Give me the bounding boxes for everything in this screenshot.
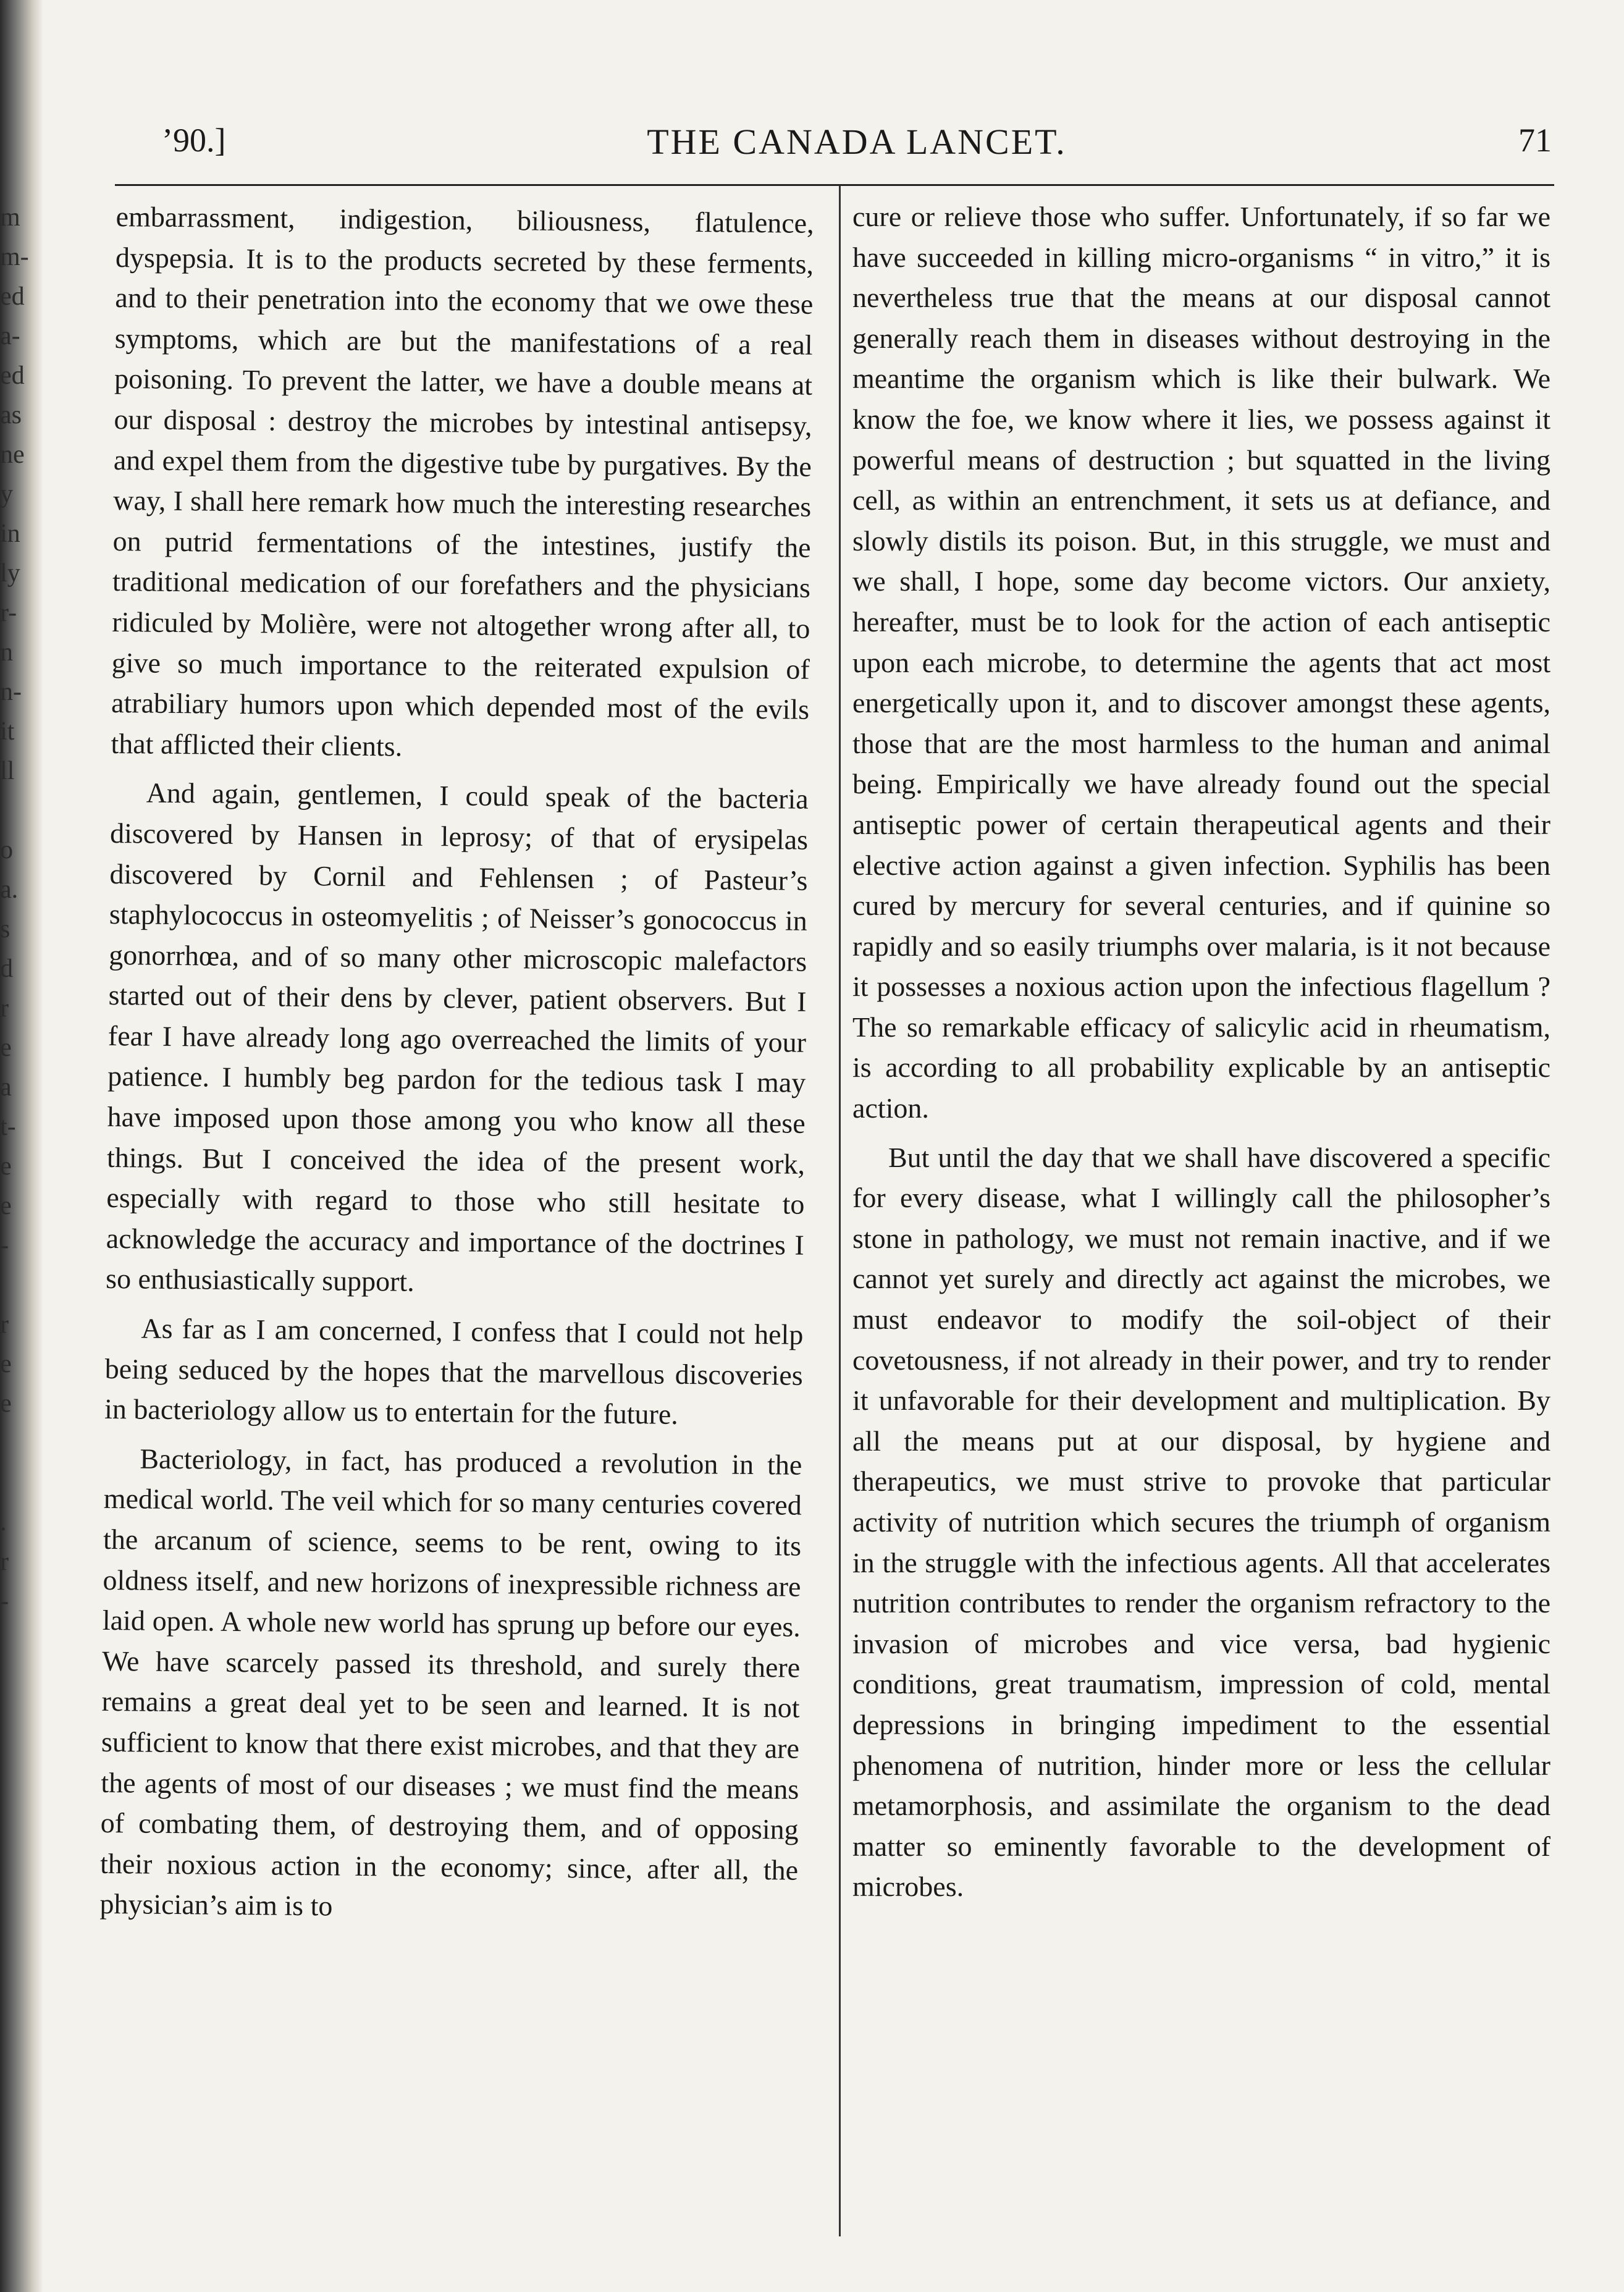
header-rule — [115, 184, 1554, 186]
margin-fragment: . — [0, 1508, 7, 1536]
margin-fragment: r — [0, 1310, 9, 1339]
margin-fragment: it — [0, 717, 15, 746]
margin-fragment: n — [0, 638, 13, 667]
margin-fragment: e — [0, 1192, 12, 1220]
margin-fragment: ed — [0, 282, 25, 311]
margin-fragment — [0, 1463, 38, 1502]
left-column — [99, 196, 814, 1931]
margin-fragment: t- — [0, 1113, 16, 1141]
header-year: ’90.] — [162, 122, 226, 159]
margin-fragment: d — [0, 954, 13, 983]
margin-fragment: a. — [0, 875, 19, 904]
margin-fragment: o — [0, 836, 13, 864]
margin-fragment: as — [0, 401, 22, 429]
column-divider — [839, 185, 841, 2236]
margin-fragment: n- — [0, 678, 22, 706]
margin-fragment — [0, 1265, 38, 1305]
margin-fragment: ne — [0, 440, 25, 469]
margin-fragment — [0, 791, 38, 830]
page-number: 71 — [1518, 122, 1552, 159]
margin-fragment: m- — [0, 243, 29, 271]
paragraph: embarrassment, indigestion, biliousness, flatulence, dyspepsia. It is to the products secreted by these ferments, and to their penetration into the economy that we owe these symptoms, which are but the manifestations of a real poisoning. To prevent the latter, we have a double means at our disposal : destroy the microbes by intestinal antisepsy, and expel them from the digestive tube by purgatives. By the way, I shall here remark how much the interesting researches on putrid fermentations of the intestines, justify the traditional medication of our forefathers and the physicians ridiculed by Molière, were not altogether wrong after all, to give so much importance to the reiterated expulsion of atrabiliary humors upon which depended most of the evils that afflicted their clients. — [111, 200, 814, 762]
margin-fragment: in — [0, 520, 20, 548]
margin-fragment: a- — [0, 322, 20, 350]
margin-fragment: e — [0, 1350, 12, 1378]
margin-fragment: r — [0, 1548, 9, 1576]
page-header — [162, 121, 1552, 183]
margin-fragment: - — [0, 1231, 9, 1260]
margin-fragment: e — [0, 1152, 12, 1181]
margin-fragment: ll — [0, 757, 15, 785]
journal-title: THE CANADA LANCET. — [647, 122, 1067, 162]
margin-fragment: a — [0, 1073, 12, 1102]
margin-fragment — [0, 1423, 38, 1463]
paragraph: And again, gentlemen, I could speak of the bacteria discovered by Hansen in leprosy; of that of erysipelas discovered by Cornil and Fehlensen ; of Pasteur’s staphylococcus in osteomyelitis ; of Neisser’s gonococcus in gonorrhœa, and of so many other microscopic malefactors started out of their dens by clever, patient observers. But I fear I have already long ago overreached the limits of your patience. I humbly beg pardon for the tedious task I may have imposed upon those among you who know all these things. But I conceived the idea of the present work, especially with regard to those who still hesitate to acknowledge the accuracy and importance of the doctrines I so enthusiastically support. — [105, 777, 809, 1298]
margin-fragment: e — [0, 1389, 12, 1418]
paragraph: As far as I am concerned, I confess that I could not help being seduced by the hopes that the marvellous discoveries in bacteriology allow us to entertain for the future. — [104, 1312, 804, 1431]
right-column — [852, 196, 1550, 1907]
margin-fragment: - — [0, 1587, 9, 1616]
margin-fragment: y — [0, 480, 13, 508]
paragraph: cure or relieve those who suffer. Unfortunately, if so far we have succeeded in killing micro-organisms “ in vitro,” it is nevertheless true that the means at our disposal cannot generally reach them in diseases without destroying in the meantime the organism which is like their bulwark. We know the foe, we know where it lies, we possess against it powerful means of destruction ; but squatted in the living cell, as within an entrenchment, it sets us at defiance, and slowly distils its poison. But, in this struggle, we must and we shall, I hope, some day become victors. Our anxiety, hereafter, must be to look for the action of each antiseptic upon each microbe, to determine the agents that act most energetically upon it, and to discover amongst these agents, those that are the most harmless to the human and animal being. Empirically we have already found out the special antiseptic power of certain therapeutical agents and their elective action against a given infection. Syphilis has been cured by mercury for several centuries, and if quinine so rapidly and so easily triumphs over malaria, is it not because it possesses a noxious action upon the infectious flagellum ? The so remarkable efficacy of salicylic acid in rheumatism, is according to all probability explicable by an antiseptic action. — [852, 201, 1550, 1124]
margin-fragment: m — [0, 203, 20, 232]
margin-fragment: e — [0, 1034, 12, 1062]
margin-fragment: ly — [0, 559, 20, 588]
paragraph: Bacteriology, in fact, has produced a revolution in the medical world. The veil which for so many centuries covered the arcanum of science, seems to be rent, owing to its oldness itself, and new horizons of inexpressible richness are laid open. A whole new world has sprung up before our eyes. We have scarcely passed its threshold, and surely there remains a great deal yet to be seen and learned. It is not sufficient to know that there exist microbes, and that they are the agents of most of our diseases ; we must find the means of combating them, of destroying them, and of opposing their noxious action in the economy; since, after all, the physician’s aim is to — [99, 1443, 802, 1922]
margin-fragment: r- — [0, 599, 17, 627]
margin-fragment: s — [0, 915, 11, 943]
facing-page-margin-fragments — [0, 198, 38, 1621]
margin-fragment: ed — [0, 361, 25, 390]
paragraph: But until the day that we shall have discovered a specific for every disease, what I willingly call the philosopher’s stone in pathology, we must not remain inactive, and if we cannot yet surely and directly act against the microbes, we must endeavor to modify the soil-object of their covetousness, if not already in their power, and try to render it unfavorable for their development and multiplication. By all the means put at our disposal, by hygiene and therapeutics, we must strive to provoke that particular activity of nutrition which secures the triumph of organism in the struggle with the infectious agents. All that accelerates nutrition contributes to render the organism refractory to the invasion of microbes and vice versa, bad hygienic conditions, great traumatism, impression of cold, mental depressions in bringing impediment to the essential phenomena of nutrition, hinder more or less the cellular metamorphosis, and assimilate the organism to the dead matter so eminently favorable to the development of microbes. — [852, 1141, 1550, 1903]
margin-fragment: r — [0, 994, 9, 1022]
